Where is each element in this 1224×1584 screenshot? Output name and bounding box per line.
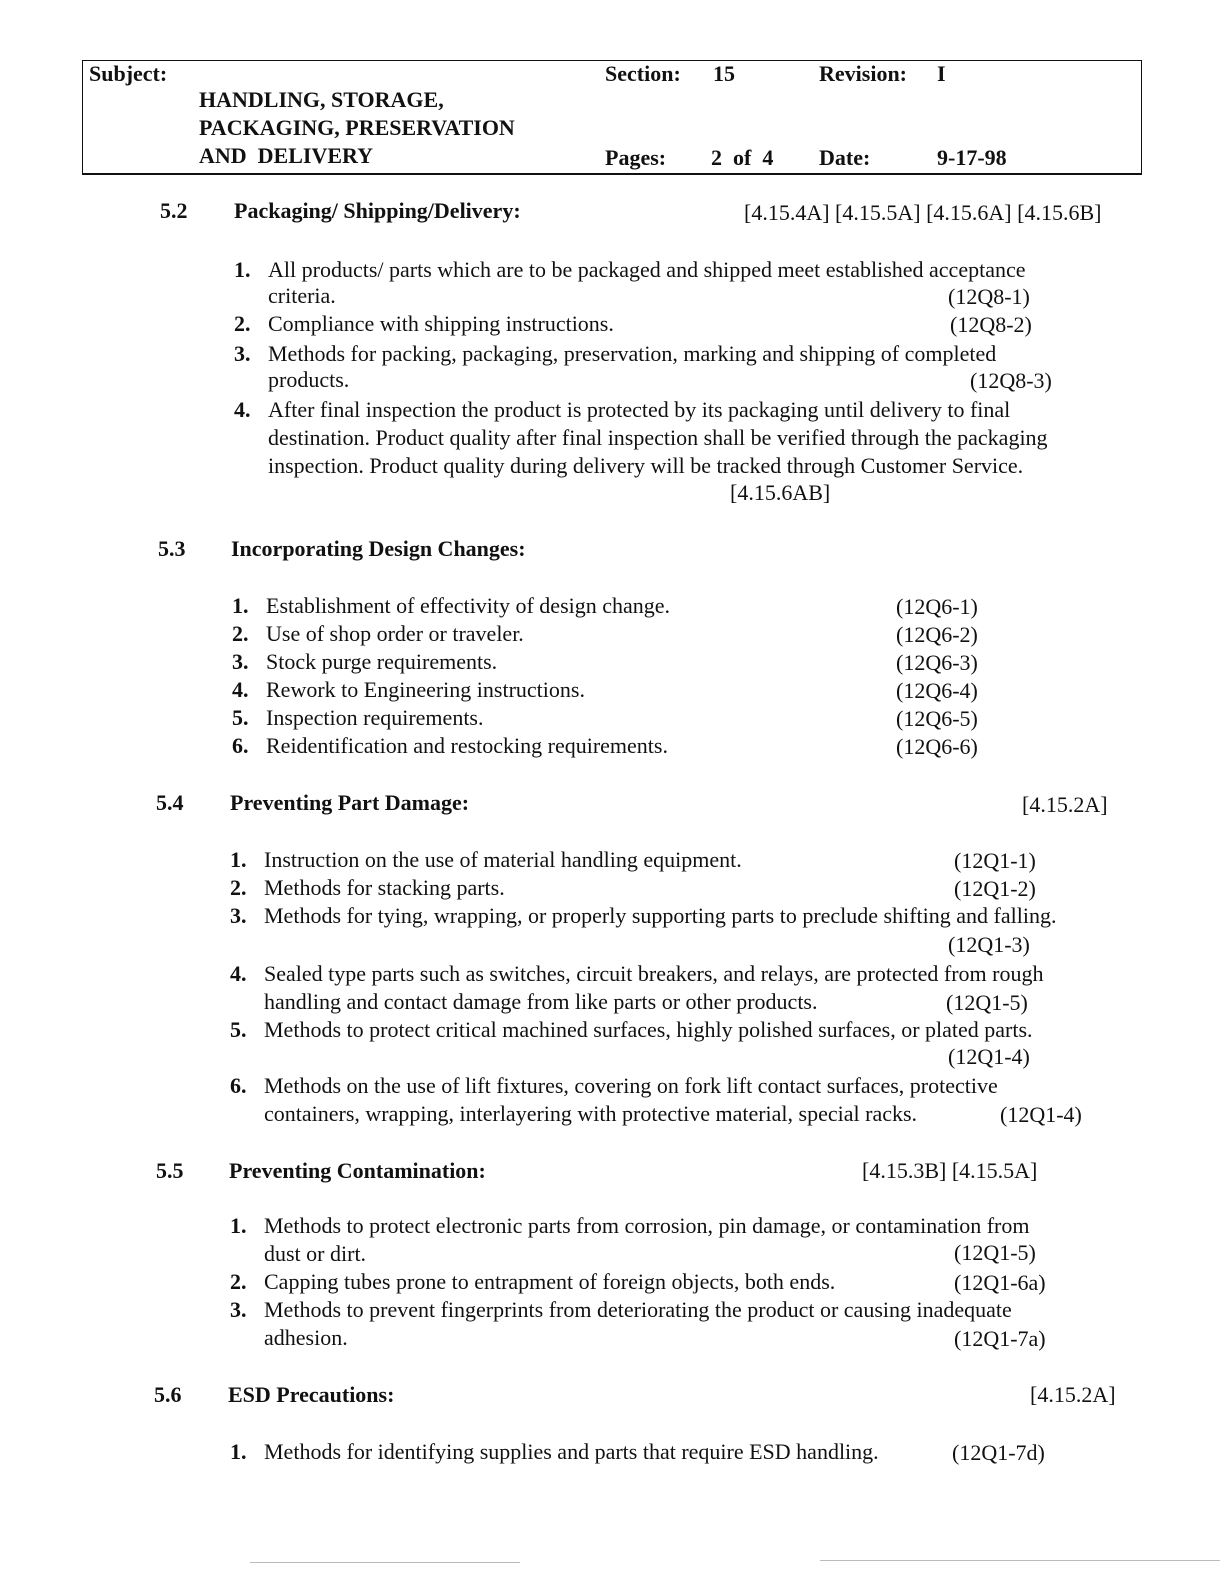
item-text: Methods for identifying supplies and parts that require ESD handling. (264, 1439, 879, 1464)
section-title: Preventing Part Damage: (230, 790, 470, 815)
item-text: inspection. Product quality during delivery will be tracked through Customer Service. (268, 453, 1024, 478)
section-title: ESD Precautions: (228, 1382, 395, 1407)
item-number: 2. (232, 621, 249, 646)
item-code: (12Q1-3) (948, 932, 1030, 957)
section-number: 5.2 (160, 198, 188, 223)
item-code: (12Q1-7a) (954, 1326, 1046, 1351)
item-number: 3. (230, 1297, 247, 1322)
item-number: 3. (230, 903, 247, 928)
pages-value: 2 of 4 (711, 145, 774, 170)
item-text: containers, wrapping, interlayering with protective material, special racks. (264, 1101, 918, 1126)
item-text: Methods on the use of lift fixtures, covering on fork lift contact surfaces, protective (264, 1073, 998, 1098)
item-number: 5. (230, 1017, 247, 1042)
section-title: Preventing Contamination: (229, 1158, 486, 1183)
item-text: dust or dirt. (264, 1241, 367, 1266)
section-number: 5.5 (156, 1158, 184, 1183)
section-title: Packaging/ Shipping/Delivery: (234, 198, 521, 223)
item-text: Methods for packing, packaging, preservation, marking and shipping of completed (268, 341, 997, 366)
item-code: (12Q6-6) (896, 734, 978, 759)
subject-line-2: PACKAGING, PRESERVATION (199, 115, 515, 140)
scan-artifact-line (250, 1562, 520, 1563)
item-text: adhesion. (264, 1325, 348, 1350)
subject-line-3: AND DELIVERY (199, 143, 374, 168)
item-text: Stock purge requirements. (266, 649, 498, 674)
section-reference: [4.15.2A] (1030, 1382, 1116, 1407)
item-code: (12Q1-4) (1000, 1102, 1082, 1127)
item-number: 4. (232, 677, 249, 702)
subject-label: Subject: (89, 61, 168, 86)
item-code: (12Q1-1) (954, 848, 1036, 873)
item-code: (12Q8-2) (950, 312, 1032, 337)
item-text: Establishment of effectivity of design change. (266, 593, 671, 618)
item-text: Instruction on the use of material handling equipment. (264, 847, 742, 872)
item-number: 1. (230, 847, 247, 872)
item-number: 2. (230, 1269, 247, 1294)
item-code: (12Q6-5) (896, 706, 978, 731)
item-text: Methods for tying, wrapping, or properly supporting parts to preclude shifting and falling. (264, 903, 1057, 928)
item-code: (12Q8-3) (970, 368, 1052, 393)
item-number: 1. (230, 1213, 247, 1238)
item-code: (12Q1-5) (946, 990, 1028, 1015)
pages-label: Pages: (605, 145, 667, 170)
item-text: All products/ parts which are to be packaged and shipped meet established acceptance (268, 257, 1026, 282)
item-code: (12Q6-1) (896, 594, 978, 619)
item-code: (12Q1-2) (954, 876, 1036, 901)
section-reference: [4.15.4A] [4.15.5A] [4.15.6A] [4.15.6B] (744, 200, 1102, 225)
item-text: Compliance with shipping instructions. (268, 311, 614, 336)
item-text: Methods to protect critical machined surfaces, highly polished surfaces, or plated parts. (264, 1017, 1033, 1042)
item-number: 6. (230, 1073, 247, 1098)
date-label: Date: (819, 145, 871, 170)
item-number: 6. (232, 733, 249, 758)
document-header (82, 60, 1142, 175)
section-reference: [4.15.3B] [4.15.5A] (862, 1158, 1038, 1183)
item-code: (12Q1-7d) (952, 1440, 1045, 1465)
section-number: 5.4 (156, 790, 184, 815)
item-text: Methods to prevent fingerprints from deteriorating the product or causing inadequate (264, 1297, 1012, 1322)
item-text: Rework to Engineering instructions. (266, 677, 585, 702)
item-text: Sealed type parts such as switches, circuit breakers, and relays, are protected from rough (264, 961, 1044, 986)
subject-line-1: HANDLING, STORAGE, (199, 87, 444, 112)
scan-artifact-line (820, 1560, 1220, 1561)
section-label: Section: (605, 61, 681, 86)
item-text: destination. Product quality after final inspection shall be verified through the packaging (268, 425, 1048, 450)
section-title: Incorporating Design Changes: (231, 536, 526, 561)
item-code: (12Q6-4) (896, 678, 978, 703)
item-code: (12Q8-1) (948, 284, 1030, 309)
section-number: 5.3 (158, 536, 186, 561)
item-code: [4.15.6AB] (730, 480, 831, 505)
item-text: handling and contact damage from like parts or other products. (264, 989, 818, 1014)
item-number: 2. (230, 875, 247, 900)
item-text: criteria. (268, 283, 336, 308)
item-text: Methods to protect electronic parts from corrosion, pin damage, or contamination from (264, 1213, 1030, 1238)
date-value: 9-17-98 (937, 145, 1007, 170)
item-code: (12Q1-5) (954, 1240, 1036, 1265)
item-number: 3. (232, 649, 249, 674)
section-value: 15 (713, 61, 735, 86)
item-number: 1. (232, 593, 249, 618)
item-text: After final inspection the product is protected by its packaging until delivery to final (268, 397, 1011, 422)
item-text: Methods for stacking parts. (264, 875, 505, 900)
item-number: 1. (230, 1439, 247, 1464)
section-number: 5.6 (154, 1382, 182, 1407)
item-number: 4. (234, 397, 251, 422)
section-reference: [4.15.2A] (1022, 792, 1108, 817)
item-text: products. (268, 367, 350, 392)
revision-value: I (937, 61, 946, 86)
item-number: 3. (234, 341, 251, 366)
item-code: (12Q6-2) (896, 622, 978, 647)
revision-label: Revision: (819, 61, 907, 86)
item-code: (12Q1-4) (948, 1044, 1030, 1069)
item-number: 2. (234, 311, 251, 336)
item-code: (12Q1-6a) (954, 1270, 1046, 1295)
item-text: Capping tubes prone to entrapment of foreign objects, both ends. (264, 1269, 836, 1294)
item-text: Inspection requirements. (266, 705, 484, 730)
item-number: 1. (234, 257, 251, 282)
item-number: 4. (230, 961, 247, 986)
item-text: Reidentification and restocking requirements. (266, 733, 668, 758)
item-text: Use of shop order or traveler. (266, 621, 524, 646)
item-code: (12Q6-3) (896, 650, 978, 675)
item-number: 5. (232, 705, 249, 730)
